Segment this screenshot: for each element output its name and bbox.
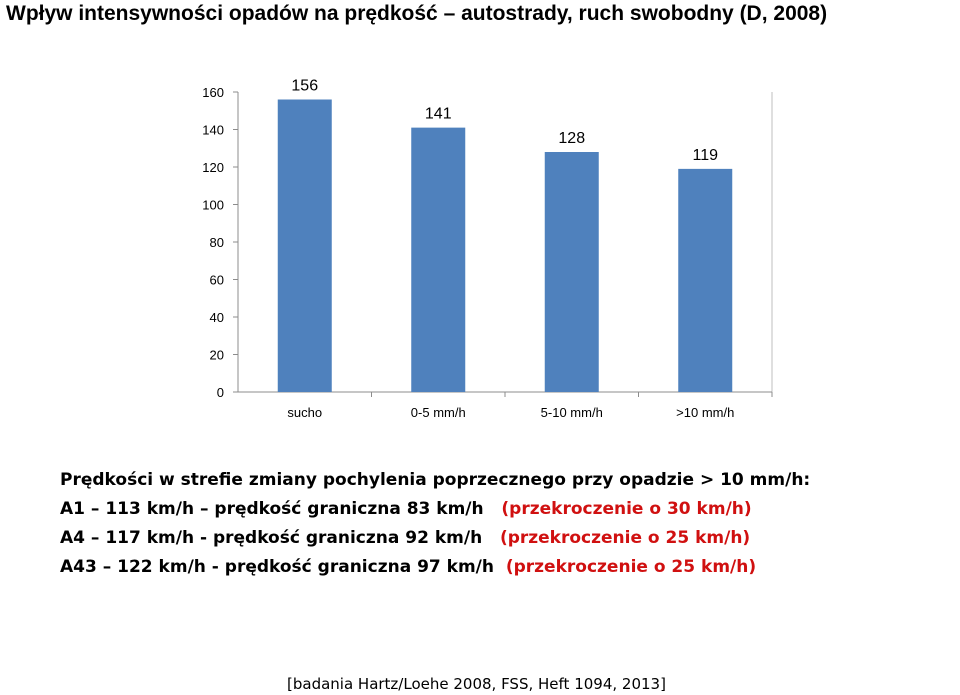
data-label: 141	[424, 105, 452, 123]
source-citation: [badania Hartz/Loehe 2008, FSS, Heft 1094, 2013]	[287, 675, 666, 693]
notes-heading: Prędkości w strefie zmiany pochylenia poprzecznego przy opadzie > 10 mm/h:	[60, 470, 811, 490]
data-label: 119	[692, 146, 719, 164]
note-line-a4	[60, 524, 810, 553]
note-line-a43	[60, 553, 810, 582]
bar	[411, 128, 465, 392]
y-tick-label: 120	[202, 160, 224, 175]
note-line-a1	[60, 495, 810, 524]
y-tick-label: 60	[209, 272, 224, 288]
y-tick-label: 0	[216, 385, 224, 400]
y-tick-label: 140	[202, 122, 224, 138]
note-highlight-a4: (przekroczenie o 25 km/h)	[499, 528, 751, 548]
y-tick-label: 80	[209, 235, 224, 250]
y-tick-label: 160	[202, 85, 224, 100]
notes-block	[60, 466, 810, 582]
note-text-a4: A4 – 117 km/h - prędkość graniczna 92 km/h	[60, 528, 483, 548]
note-highlight-a43: (przekroczenie o 25 km/h)	[505, 557, 757, 577]
note-text-a43: A43 – 122 km/h - prędkość graniczna 97 km/h	[60, 557, 494, 577]
page-title: Wpływ intensywności opadów na prędkość – autostrady, ruch swobodny (D, 2008)	[6, 2, 828, 25]
y-tick-label: 40	[209, 310, 224, 325]
x-tick-label: 5-10 mm/h	[540, 405, 603, 420]
data-label: 156	[291, 77, 319, 95]
note-highlight-a1: (przekroczenie o 30 km/h)	[501, 499, 752, 519]
bar	[678, 169, 732, 392]
x-tick-label: 0-5 mm/h	[410, 405, 466, 420]
x-tick-label: sucho	[287, 405, 323, 420]
y-tick-label: 20	[209, 347, 224, 363]
bar	[278, 100, 332, 393]
y-tick-label: 100	[202, 197, 224, 213]
bar	[545, 152, 599, 392]
note-text-a1: A1 – 113 km/h – prędkość graniczna 83 km/h	[60, 499, 484, 519]
x-tick-label: >10 mm/h	[676, 405, 735, 420]
data-label: 128	[558, 130, 586, 147]
